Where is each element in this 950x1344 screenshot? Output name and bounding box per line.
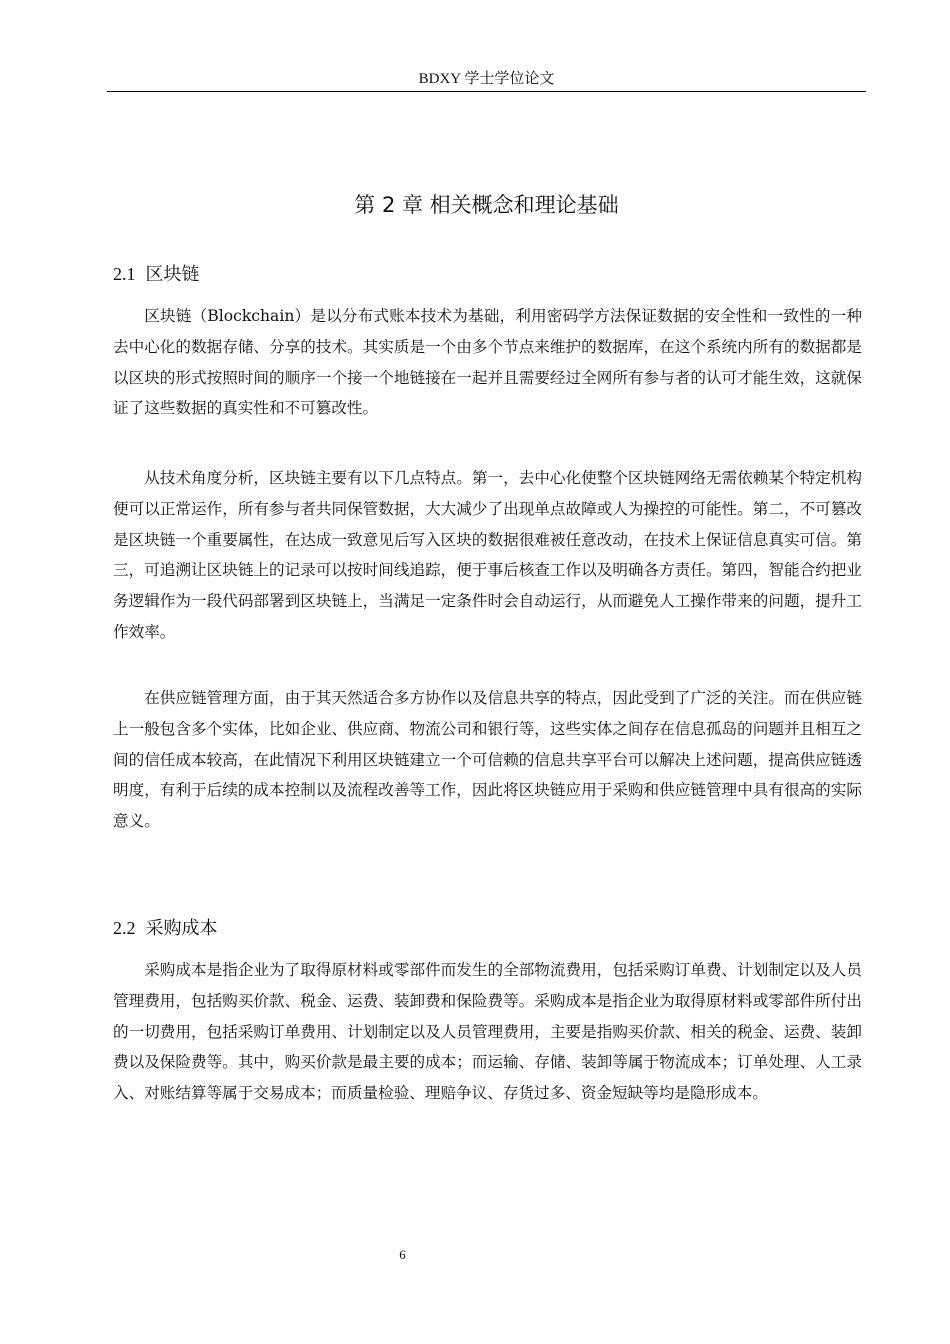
- section-number: 2.1: [113, 264, 136, 284]
- chapter-title: 第 2 章 相关概念和理论基础: [354, 193, 619, 217]
- paragraph: 在供应链管理方面，由于其天然适合多方协作以及信息共享的特点，因此受到了广泛的关注。而在供应链上一般包含多个实体，比如企业、供应商、物流公司和银行等，这些实体之间存在信息孤岛的问题并且相互之间的信任成本较高，在此情况下利用区块链建立一个可信赖的信息共享平台可以解决上述问题，提高供应链透明度，有利于后续的成本控制以及流程改善等工作，因此将区块链应用于采购和供应链管理中具有很高的实际意义。: [113, 689, 862, 831]
- paragraph: 从技术角度分析，区块链主要有以下几点特点。第一，去中心化使整个区块链网络无需依赖某个特定机构便可以正常运作，所有参与者共同保管数据，大大减少了出现单点故障或人为操控的可能性。第二，不可篡改是区块链一个重要属性，在达成一致意见后写入区块的数据很难被任意改动，在技术上保证信息真实可信。第三，可追溯让区块链上的记录可以按时间线追踪，便于事后核查工作以及明确各方责任。第四，智能合约把业务逻辑作为一段代码部署到区块链上，当满足一定条件时会自动运行，从而避免人工操作带来的问题，提升工作效率。: [113, 469, 862, 641]
- section-heading-2-1: [113, 261, 200, 288]
- section-title: 采购成本: [145, 918, 218, 939]
- section-heading-2-2: [113, 915, 218, 942]
- page-number: 6: [399, 1247, 406, 1262]
- header-rule: [107, 91, 866, 92]
- section-title: 区块链: [145, 264, 200, 285]
- page-header: BDXY 学士学位论文: [418, 71, 555, 87]
- paragraph: 区块链（Blockchain）是以分布式账本技术为基础，利用密码学方法保证数据的安全性和一致性的一种去中心化的数据存储、分享的技术。其实质是一个由多个节点来维护的数据库，在这个系统内所有的数据都是以区块的形式按照时间的顺序一个接一个地链接在一起并且需要经过全网所有参与者的认可才能生效，这就保证了这些数据的真实性和不可篡改性。: [113, 307, 862, 418]
- section-number: 2.2: [113, 918, 136, 938]
- paragraph: 采购成本是指企业为了取得原材料或零部件而发生的全部物流费用，包括采购订单费、计划制定以及人员管理费用，包括购买价款、税金、运费、装卸费和保险费等。采购成本是指企业为取得原材料或零部件所付出的一切费用，包括采购订单费用、计划制定以及人员管理费用，主要是指购买价款、相关的税金、运费、装卸费以及保险费等。其中，购买价款是最主要的成本；而运输、存储、装卸等属于物流成本；订单处理、人工录入、对账结算等属于交易成本；而质量检验、理赔争议、存货过多、资金短缺等均是隐形成本。: [113, 961, 862, 1103]
